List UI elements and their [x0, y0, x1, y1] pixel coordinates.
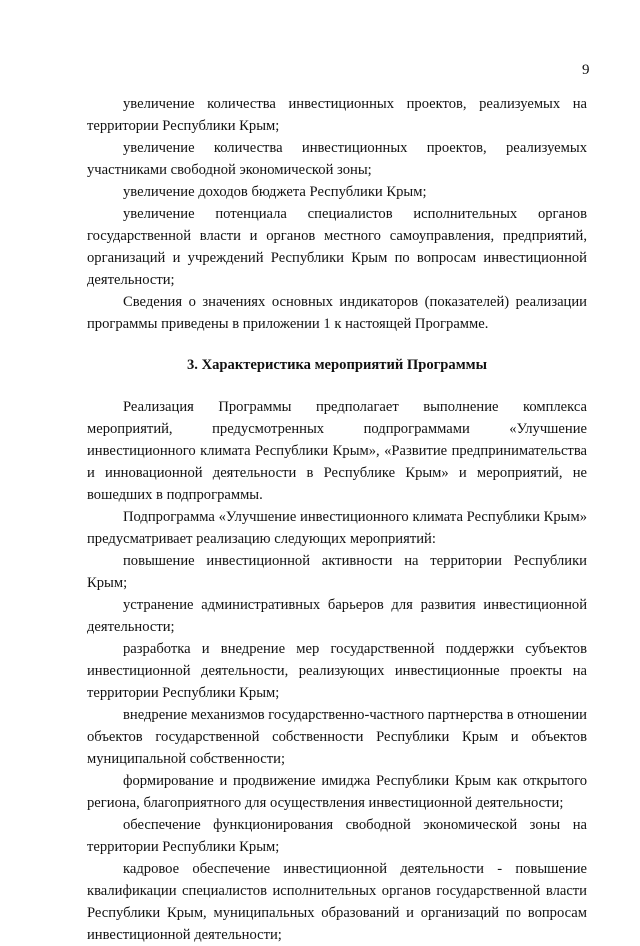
list-item: разработка и внедрение мер государственной поддержки субъектов инвестиционной деятельности, реализующих инвестиционные проекты на территории Республики Крым;: [87, 641, 587, 701]
list-item: обеспечение функционирования свободной экономической зоны на территории Республики Крым;: [87, 817, 587, 855]
paragraph: Реализация Программы предполагает выполнение комплекса мероприятий, предусмотренных подпрограммами «Улучшение инвестиционного климата Республики Крым», «Развитие предпринимательства и инновационной деятельности в Республике Крым» и мероприятий, не вошедших в подпрограммы.: [87, 399, 587, 503]
paragraph: увеличение количества инвестиционных проектов, реализуемых на территории Республики Крым;: [87, 96, 587, 134]
list-item: повышение инвестиционной активности на территории Республики Крым;: [87, 553, 587, 591]
list-item: формирование и продвижение имиджа Республики Крым как открытого региона, благоприятного для осуществления инвестиционной деятельности;: [87, 773, 587, 811]
paragraph: увеличение количества инвестиционных проектов, реализуемых участниками свободной экономической зоны;: [87, 140, 587, 178]
list-item: устранение административных барьеров для развития инвестиционной деятельности;: [87, 597, 587, 635]
document-body: [87, 93, 587, 946]
page-number: 9: [582, 62, 590, 78]
paragraph: увеличение потенциала специалистов исполнительных органов государственной власти и органов местного самоуправления, предприятий, организаций и учреждений Республики Крым по вопросам инвестиционной деятельности;: [87, 206, 587, 288]
section-heading: 3. Характеристика мероприятий Программы: [187, 357, 487, 373]
paragraph: Подпрограмма «Улучшение инвестиционного климата Республики Крым» предусматривает реализацию следующих мероприятий:: [87, 509, 587, 547]
paragraph: Сведения о значениях основных индикаторов (показателей) реализации программы приведены в приложении 1 к настоящей Программе.: [87, 294, 587, 332]
list-item: внедрение механизмов государственно-частного партнерства в отношении объектов государственной собственности Республики Крым и объектов муниципальной собственности;: [87, 707, 587, 767]
list-item: кадровое обеспечение инвестиционной деятельности - повышение квалификации специалистов исполнительных органов государственной власти Республики Крым, муниципальных образований и организаций по вопросам инвестиционной деятельности;: [87, 861, 587, 943]
paragraph: увеличение доходов бюджета Республики Крым;: [123, 184, 427, 200]
